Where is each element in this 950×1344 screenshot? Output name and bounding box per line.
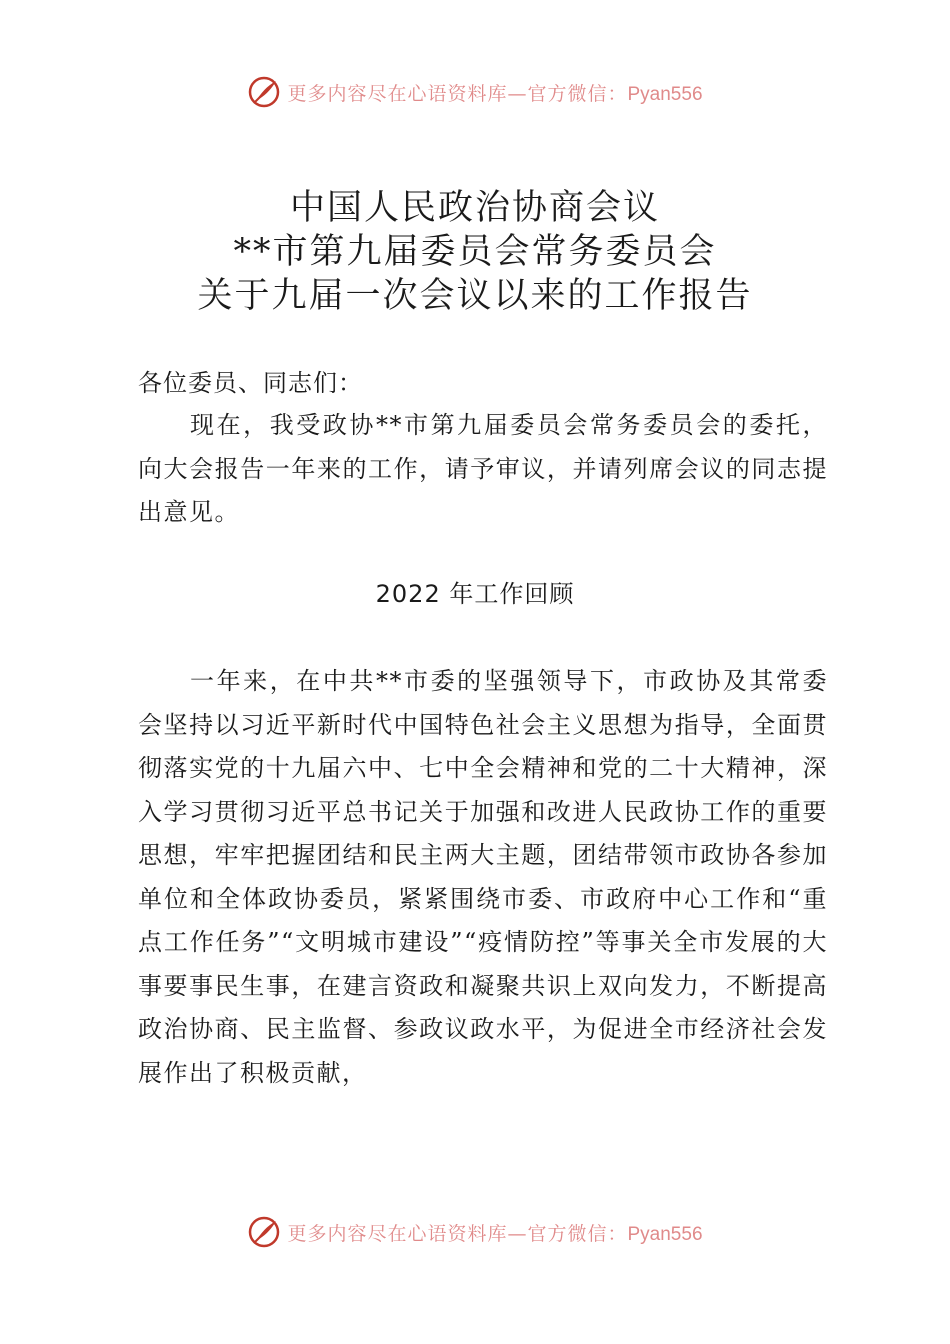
body-paragraph: 一年来，在中共**市委的坚强领导下，市政协及其常委会坚持以习近平新时代中国特色社会主义思想为指导，全面贯彻落实党的十九届六中、七中全会精神和党的二十大精神，深入学习贯彻习近平总书记关于加强和改进人民政协工作的重要思想，牢牢把握团结和民主两大主题，团结带领市政协各参加单位和全体政协委员，紧紧围绕市委、市政府中心工作和“重点工作任务”“文明城市建设”“疫情防控”等事关全市发展的大事要事民生事，在建言资政和凝聚共识上双向发力，不断提高政治协商、民主监督、参政议政水平，为促进全市经济社会发展作出了积极贡献，	[138, 667, 828, 1087]
title-line-2: **市第九届委员会常务委员会	[233, 232, 717, 272]
quill-logo-icon	[247, 75, 281, 109]
title-line-3: 关于九届一次会议以来的工作报告	[197, 276, 753, 316]
watermark-text: 更多内容尽在心语资料库—官方微信：Pyan556	[287, 1222, 703, 1245]
watermark-text: 更多内容尽在心语资料库—官方微信：Pyan556	[287, 82, 703, 105]
intro-paragraph: 现在，我受政协**市第九届委员会常务委员会的委托，向大会报告一年来的工作，请予审议，并请列席会议的同志提出意见。	[138, 411, 828, 526]
quill-logo-icon	[247, 1215, 281, 1249]
section-heading: 2022 年工作回顾	[375, 580, 575, 608]
document-title	[0, 186, 950, 318]
title-line-1: 中国人民政治协商会议	[289, 188, 660, 228]
header-watermark	[0, 72, 950, 112]
salutation: 各位委员、同志们：	[138, 369, 363, 397]
footer-watermark	[0, 1212, 950, 1252]
